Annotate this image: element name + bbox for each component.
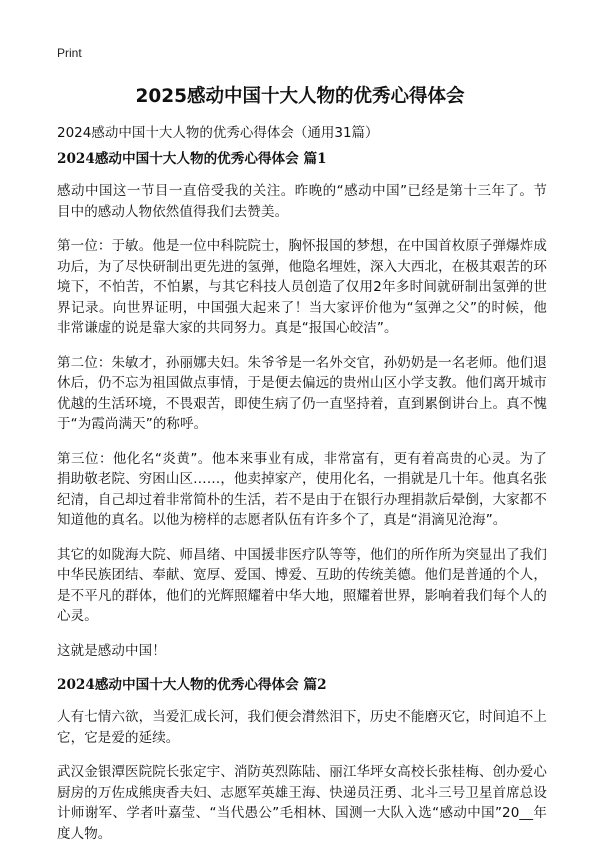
paragraph: 武汉金银潭医院院长张定宇、消防英烈陈陆、丽江华坪女高校长张桂梅、创办爱心厨房的万佐成熊庚香夫妇、志愿军英雄王海、快递员汪勇、北斗三号卫星首席总设计师谢军、学者叶嘉莹、“当代愚公”毛相林、国测一大队入选“感动中国”20__年度人物。 xyxy=(57,764,547,842)
section-heading: 2024感动中国十大人物的优秀心得体会 篇2 xyxy=(57,677,327,693)
paragraph: 这就是感动中国！ xyxy=(57,642,166,659)
paragraph: 感动中国这一节目一直倍受我的关注。昨晚的“感动中国”已经是第十三年了。节目中的感动人物依然值得我们去赞美。 xyxy=(57,183,547,220)
section-heading: 2024感动中国十大人物的优秀心得体会 篇1 xyxy=(57,151,327,167)
paragraph: 第三位：他化名“炎黄”。他本来事业有成，非常富有，更有着高贵的心灵。为了捐助敬老院、穷困山区……，他卖掉家产，使用化名，一捐就是几十年。他真名张纪清，自己却过着非常简朴的生活，若不是由于在银行办理捐款后晕倒，大家都不知道他的真名。以他为榜样的志愿者队伍有许多个了，真是“涓滴见沧海”。 xyxy=(57,450,547,528)
document-subtitle: 2024感动中国十大人物的优秀心得体会（通用31篇） xyxy=(57,125,379,141)
document-body xyxy=(57,149,547,858)
paragraph: 第一位：于敏。他是一位中科院院士，胸怀报国的梦想，在中国首枚原子弹爆炸成功后，为了尽快研制出更先进的氢弹，他隐名埋姓，深入大西北，在极其艰苦的环境下，不怕苦，不怕累，与其它科技人员创造了仅用2年多时间就研制出氢弹的世界记录。向世界证明，中国强大起来了！当大家评价他为“氢弹之父”的时候，他非常谦虚的说是靠大家的共同努力。真是“报国心皎洁”。 xyxy=(57,238,547,336)
article-section-2 xyxy=(57,675,547,844)
page-title: 2025感动中国十大人物的优秀心得体会 xyxy=(135,86,465,107)
paragraph: 其它的如陇海大院、师昌绪、中国援非医疗队等等，他们的所作所为突显出了我们中华民族团结、奉献、宽厚、爱国、博爱、互助的传统美德。他们是普通的个人，是不平凡的群体，他们的光辉照耀着中华大地，照耀着世界，影响着我们每个人的心灵。 xyxy=(57,546,547,624)
article-section-1 xyxy=(57,149,547,661)
print-link[interactable]: Print xyxy=(57,46,82,60)
paragraph: 人有七情六欲，当爱汇成长河，我们便会潸然泪下，历史不能磨灭它，时间追不上它，它是爱的延续。 xyxy=(57,709,547,746)
paragraph: 第二位：朱敏才，孙丽娜夫妇。朱爷爷是一名外交官，孙奶奶是一名老师。他们退休后，仍不忘为祖国做点事情，于是便去偏远的贵州山区小学支教。他们离开城市优越的生活环境，不畏艰苦，即使生病了仍一直坚持着，直到累倒讲台上。真不愧于“为霞尚满天”的称呼。 xyxy=(57,354,547,432)
